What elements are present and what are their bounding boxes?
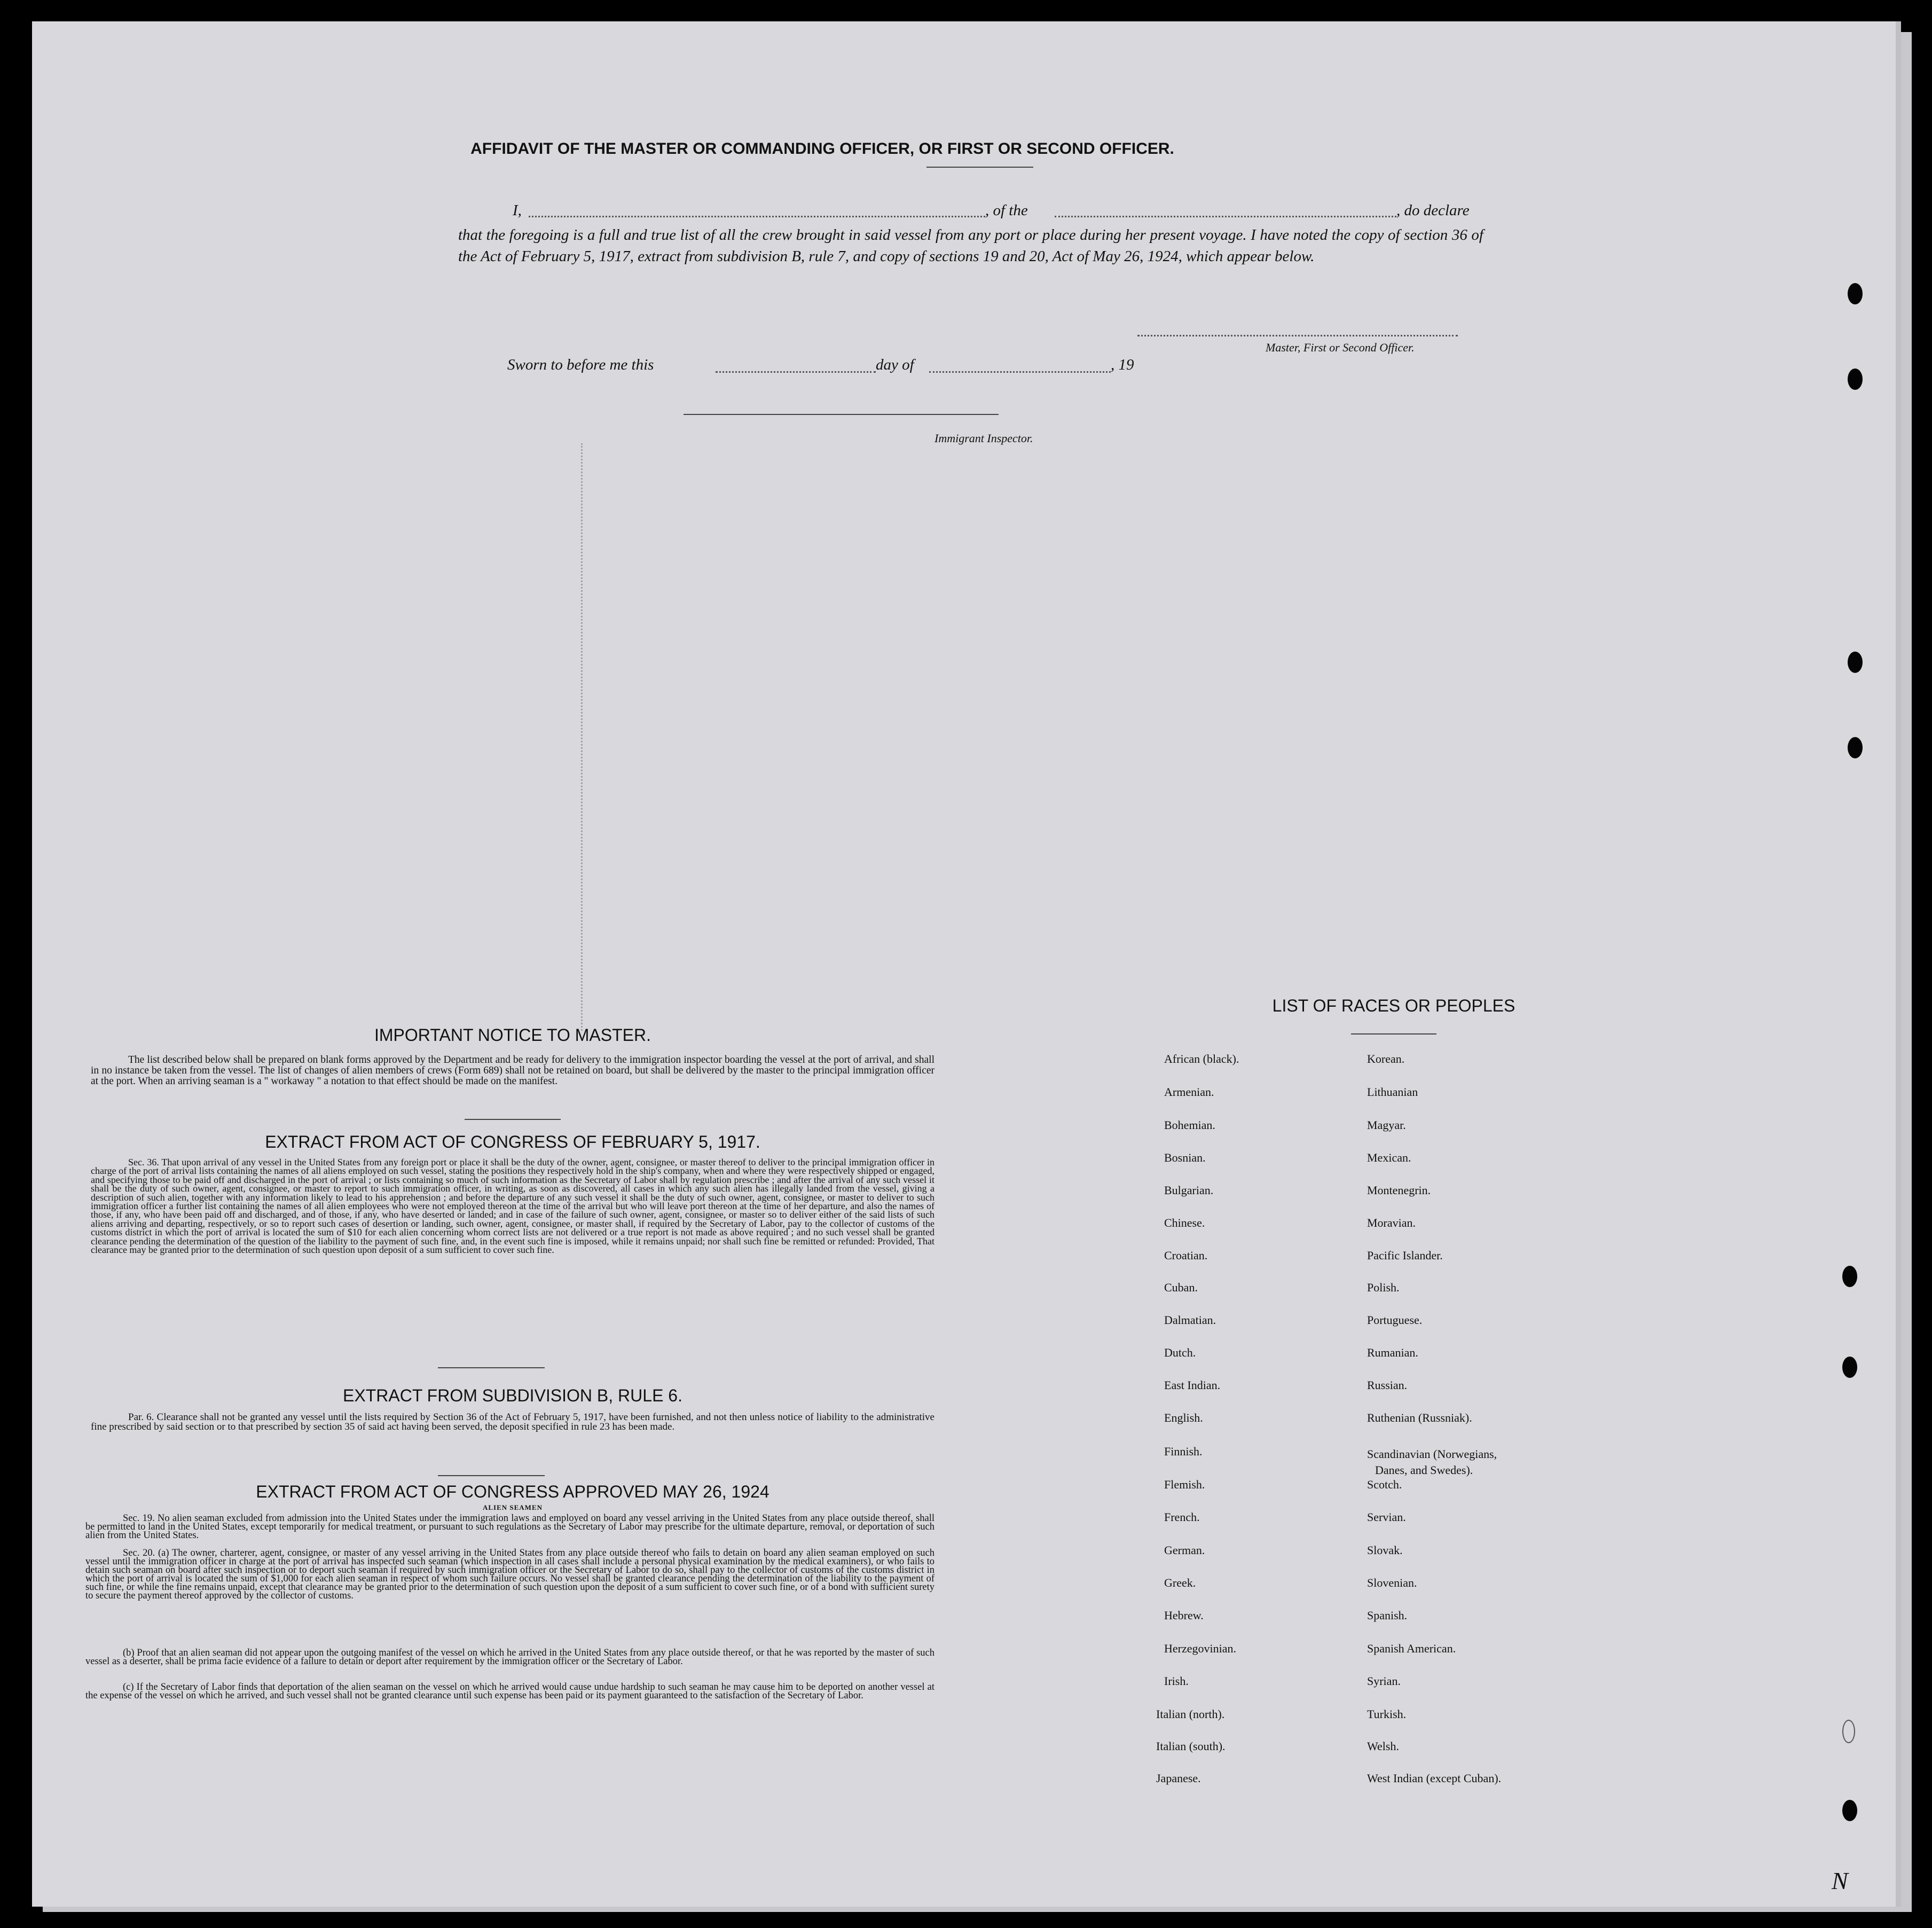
extract-rule6-body: Par. 6. Clearance shall not be granted any vessel until the lists required by Section 36 of the Act of February 5, 1917, have been furnished, and not then unless notice of liability to the administrative fine prescribed by said section or to that prescribed by section 35 of said act having been served, the deposit specified in rule 23 has been made. [91, 1412, 934, 1432]
race-item: African (black). [1164, 1052, 1239, 1065]
divider [438, 1367, 545, 1368]
race-item-continued: Danes, and Swedes). [1375, 1463, 1473, 1477]
master-caption: Master, First or Second Officer. [1266, 341, 1415, 354]
race-item: Flemish. [1164, 1478, 1205, 1491]
month-blank[interactable] [929, 371, 1111, 373]
punch-hole [1848, 737, 1863, 758]
notice-body: The list described below shall be prepared on blank forms approved by the Department and be ready for delivery to the immigration inspector boarding the vessel at the port of arrival, and shall in no instance be taken from the vessel. The list of changes of alien members of crews (Form 689) shall not be retained on board, but shall be delivered by the master to the principal immigration officer at the port. When an arriving seaman is a " workaway " a notation to that effect should be made on the manifest. [91, 1054, 934, 1087]
master-signature-blank[interactable] [1137, 335, 1458, 336]
divider [926, 167, 1033, 168]
extract-1924-sec20a: Sec. 20. (a) The owner, charterer, agent, consignee, or master of any vessel arriving in the United States from any place outside thereof who fails to detain on board any alien seaman employed on such vessel until the immigration officer in charge at the port of arrival has inspected such seaman (which inspection in all cases shall include a personal physical examination by the medical examiners), or who fails to detain such seaman on board after such inspection or to deport such seaman if required by such immigration officer or the Secretary of Labor to do so, shall pay to the collector of customs of the customs district in which the port of arrival is located the sum of $1,000 for each alien seaman in respect of whom such failure occurs. No vessel shall be granted clearance pending the determination of the liability to the payment of such fine, or while the fine remains unpaid, except that clearance may be granted prior to the determination of such question upon the deposit of a sum sufficient to cover such fine, or of a bond with sufficient surety to secure the payment thereof approved by the collector of customs. [85, 1548, 934, 1601]
divider [465, 1119, 561, 1120]
race-item: Armenian. [1164, 1085, 1214, 1099]
year-label: , 19 [1111, 356, 1134, 373]
race-item: Turkish. [1367, 1707, 1407, 1721]
race-item: East Indian. [1164, 1378, 1221, 1392]
race-item: Russian. [1367, 1378, 1408, 1392]
race-item: Bosnian. [1164, 1151, 1206, 1164]
race-item: Italian (south). [1156, 1739, 1226, 1753]
race-item: French. [1164, 1510, 1200, 1524]
extract-1924-sec19: Sec. 19. No alien seaman excluded from admission into the United States under the immigration laws and employed on board any vessel arriving in the United States from any place outside thereof, shall be permitted to land in the United States, except temporarily for medical treatment, or pursuant to such regulations as the Secretary of Labor may prescribe for the ultimate departure, removal, or deportation of such alien from the United States. [85, 1513, 934, 1541]
race-item: Japanese. [1156, 1772, 1201, 1785]
race-item: German. [1164, 1543, 1205, 1557]
race-item: Chinese. [1164, 1216, 1205, 1229]
guide-dots [581, 443, 583, 1031]
notice-title: IMPORTANT NOTICE TO MASTER. [374, 1025, 651, 1045]
race-item: Welsh. [1367, 1739, 1399, 1753]
corner-annotation: N [1832, 1867, 1848, 1894]
name-blank[interactable] [529, 216, 985, 217]
race-item: Portuguese. [1367, 1313, 1423, 1327]
vessel-blank[interactable] [1055, 216, 1396, 217]
race-item: Slovenian. [1367, 1576, 1417, 1589]
day-blank[interactable] [716, 371, 876, 373]
race-item: Finnish. [1164, 1445, 1203, 1458]
punch-hole [1848, 283, 1863, 304]
affidavit-body: that the foregoing is a full and true list of all the crew brought in said vessel from any port or place during her present voyage. I have noted the copy of section 36 of the Act of February 5, 1917, extract from subdivision B, rule 7, and copy of sections 19 and 20, Act of May 26, 1924, which appear below. [458, 226, 1483, 265]
inspector-signature-line[interactable] [684, 414, 999, 415]
affidavit-i-label: I, [513, 202, 522, 219]
race-item: English. [1164, 1411, 1203, 1424]
form-page [32, 21, 1901, 1907]
punch-hole [1848, 652, 1863, 673]
race-item: Lithuanian [1367, 1085, 1418, 1099]
race-item: Bohemian. [1164, 1118, 1215, 1132]
day-of-label: day of [876, 356, 914, 373]
race-item: Greek. [1164, 1576, 1196, 1589]
divider [1351, 1033, 1436, 1034]
race-item: Syrian. [1367, 1674, 1401, 1688]
affidavit-declare-label: , do declare [1396, 202, 1470, 219]
punch-hole [1842, 1720, 1855, 1743]
race-item: Magyar. [1367, 1118, 1406, 1132]
race-item: Dutch. [1164, 1346, 1196, 1359]
race-item: Italian (north). [1156, 1707, 1225, 1721]
race-item: Scotch. [1367, 1478, 1402, 1491]
race-item: Montenegrin. [1367, 1184, 1431, 1197]
race-item: Ruthenian (Russniak). [1367, 1411, 1472, 1424]
race-item: Korean. [1367, 1052, 1405, 1065]
race-item: Spanish American. [1367, 1642, 1456, 1655]
affidavit-title: AFFIDAVIT OF THE MASTER OR COMMANDING OFFICER, OR FIRST OR SECOND OFFICER. [470, 140, 1174, 158]
race-item: West Indian (except Cuban). [1367, 1772, 1502, 1785]
extract-rule6-title: EXTRACT FROM SUBDIVISION B, RULE 6. [343, 1386, 682, 1405]
race-item: Slovak. [1367, 1543, 1403, 1557]
race-item: Polish. [1367, 1281, 1400, 1294]
race-item: Dalmatian. [1164, 1313, 1216, 1327]
races-title: LIST OF RACES OR PEOPLES [1272, 996, 1515, 1015]
race-item: Pacific Islander. [1367, 1249, 1443, 1262]
race-item: Irish. [1164, 1674, 1189, 1688]
race-item: Rumanian. [1367, 1346, 1418, 1359]
extract-1924-sec20c: (c) If the Secretary of Labor finds that deportation of the alien seaman on the vessel on which he arrived would cause undue hardship to such seaman he may cause him to be deported on another vessel at the expense of the vessel on which he arrived, and such vessel shall not be granted clearance until such expense has been paid or its payment guaranteed to the satisfaction of the Secretary of Labor. [85, 1682, 934, 1701]
race-item: Bulgarian. [1164, 1184, 1214, 1197]
affidavit-of-the-label: , of the [985, 202, 1028, 219]
race-item: Croatian. [1164, 1249, 1208, 1262]
divider [438, 1475, 545, 1476]
extract-1924-title: EXTRACT FROM ACT OF CONGRESS APPROVED MAY 26, 1924 [256, 1482, 769, 1501]
race-item: Scandinavian (Norwegians, [1367, 1447, 1497, 1461]
extract-1917-body: Sec. 36. That upon arrival of any vessel in the United States from any foreign port or place it shall be the duty of the owner, agent, consignee, or master thereof to deliver to the principal immigration officer in charge of the port of arrival lists containing the names of all aliens employed on such vessel, stating the positions they respectively hold in the ship's company, when and where they were respectively shipped or engaged, and specifying those to be paid off and discharged in the port of arrival ; or lists containing so much of such information as the Secretary of Labor shall by regulation prescribe ; and after the arrival of any such vessel it shall be the duty of such owner, agent, consignee, or master to report to such immigration officer, in writing, as soon as discovered, all cases in which any such alien has illegally landed from the vessel, giving a description of such alien, together with any information likely to lead to his apprehension ; and before the departure of any such vessel it shall be the duty of such owner, agent, consignee, or master to deliver to such immigration officer a further list containing the names of all alien employees who were not employed thereon at the time of the arrival but who will leave port thereon at the time of her departure, and also the names of those, if any, who have been paid off and discharged, and of those, if any, who have deserted or landed; and in case of the failure of such owner, agent, consignee, or master so to deliver either of the said lists of such aliens arriving and departing, respectively, or so to report such cases of desertion or landing, such owner, agent, consignee, or master shall, if required by the Secretary of Labor, pay to the collector of customs of the customs district in which the port of arrival is located the sum of $10 for each alien concerning whom correct lists are not delivered or a true report is not made as above required ; and no such vessel shall be granted clearance pending the determination of the question of the liability to the payment of such fine, and, in the event such fine is imposed, while it remains unpaid; nor shall such fine be remitted or refunded: Provided, That clearance may be granted prior to the determination of such question upon deposit of a sum sufficient to cover such fine. [91, 1157, 934, 1256]
race-item: Mexican. [1367, 1151, 1411, 1164]
race-item: Servian. [1367, 1510, 1406, 1524]
inspector-caption: Immigrant Inspector. [934, 432, 1033, 445]
punch-hole [1848, 369, 1863, 390]
sworn-label: Sworn to before me this [507, 356, 654, 373]
punch-hole [1842, 1357, 1857, 1378]
race-item: Moravian. [1367, 1216, 1416, 1229]
race-item: Spanish. [1367, 1609, 1408, 1622]
race-item: Herzegovinian. [1164, 1642, 1236, 1655]
extract-1924-sec20b: (b) Proof that an alien seaman did not appear upon the outgoing manifest of the vessel on which he arrived in the United States from any place outside thereof, or that he was reported by the master of such vessel as a deserter, shall be prima facie evidence of a failure to detain or deport after requirement by the immigration officer or the Secretary of Labor. [85, 1648, 934, 1667]
extract-1924-subtitle: ALIEN SEAMEN [482, 1503, 543, 1511]
punch-hole [1842, 1800, 1857, 1821]
extract-1917-title: EXTRACT FROM ACT OF CONGRESS OF FEBRUARY 5, 1917. [265, 1132, 760, 1151]
race-item: Cuban. [1164, 1281, 1198, 1294]
punch-hole [1842, 1266, 1857, 1287]
race-item: Hebrew. [1164, 1609, 1204, 1622]
